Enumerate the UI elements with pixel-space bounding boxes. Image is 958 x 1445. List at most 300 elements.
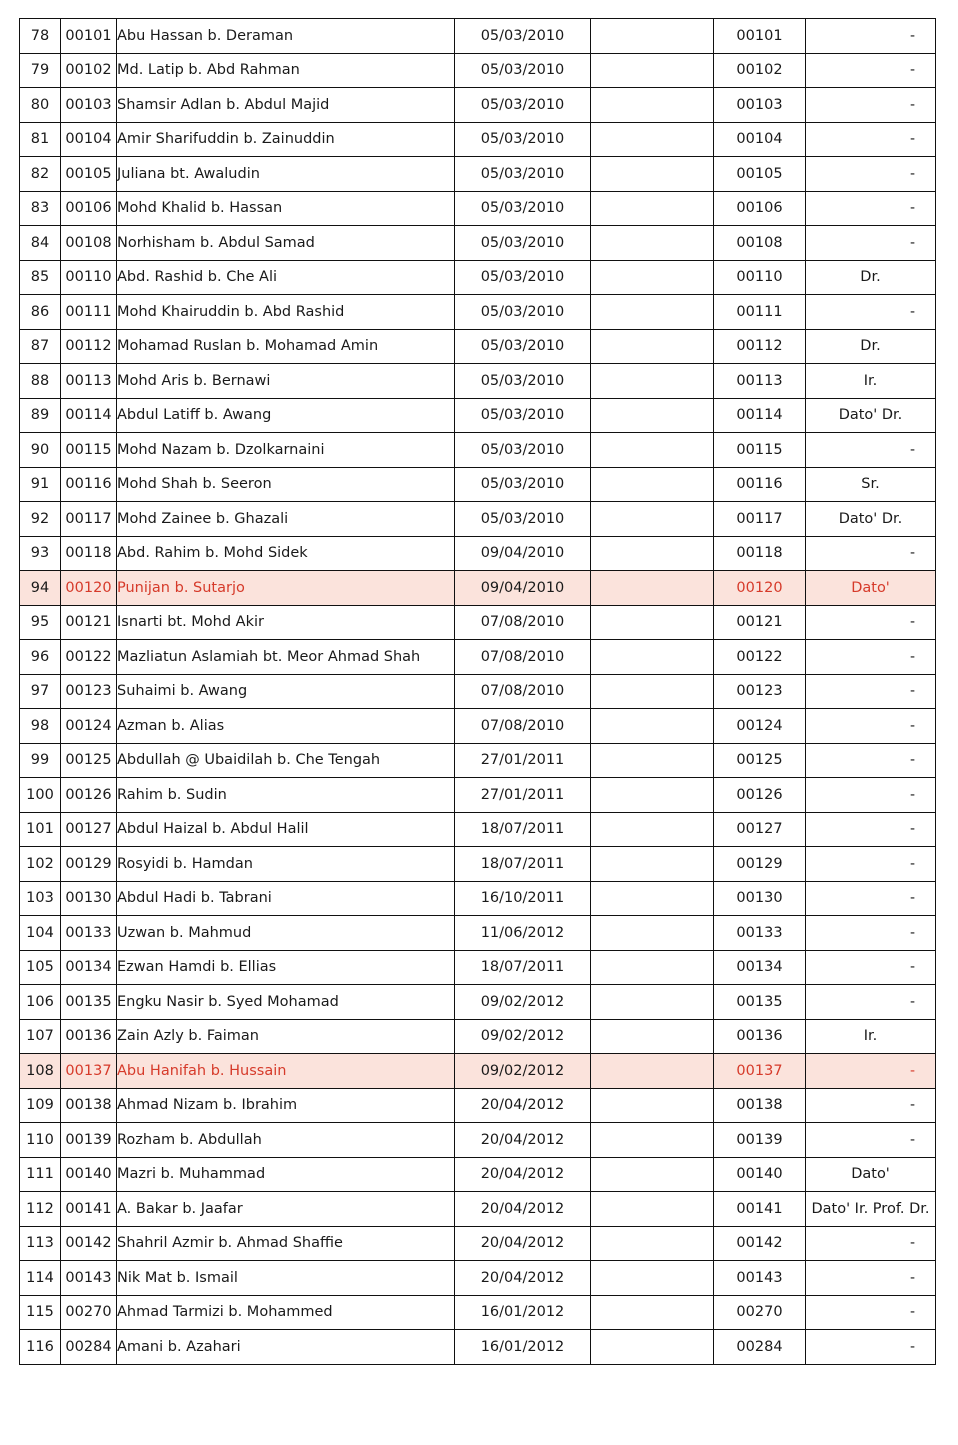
- registration-date: 07/08/2010: [455, 640, 591, 675]
- blank-cell: [591, 398, 714, 433]
- table-row: [20, 226, 936, 261]
- member-name: Mohd Khalid b. Hassan: [117, 191, 455, 226]
- row-number: 92: [20, 502, 61, 537]
- member-id-ref: 00125: [714, 743, 806, 778]
- member-title: Sr.: [806, 467, 936, 502]
- blank-cell: [591, 467, 714, 502]
- member-title: -: [806, 1088, 936, 1123]
- member-name: Engku Nasir b. Syed Mohamad: [117, 985, 455, 1020]
- member-id: 00116: [61, 467, 117, 502]
- registration-date: 11/06/2012: [455, 916, 591, 951]
- member-title: -: [806, 53, 936, 88]
- member-title: -: [806, 916, 936, 951]
- member-name: Shamsir Adlan b. Abdul Majid: [117, 88, 455, 123]
- member-id: 00111: [61, 295, 117, 330]
- member-title: -: [806, 1226, 936, 1261]
- row-number: 88: [20, 364, 61, 399]
- registration-date: 27/01/2011: [455, 778, 591, 813]
- table-row: [20, 1157, 936, 1192]
- member-id-ref: 00110: [714, 260, 806, 295]
- registration-date: 20/04/2012: [455, 1261, 591, 1296]
- blank-cell: [591, 502, 714, 537]
- member-name: Abdullah @ Ubaidilah b. Che Tengah: [117, 743, 455, 778]
- member-id-ref: 00105: [714, 157, 806, 192]
- row-number: 80: [20, 88, 61, 123]
- registration-date: 05/03/2010: [455, 53, 591, 88]
- registration-date: 05/03/2010: [455, 19, 591, 54]
- member-id: 00140: [61, 1157, 117, 1192]
- blank-cell: [591, 605, 714, 640]
- blank-cell: [591, 881, 714, 916]
- registration-date: 05/03/2010: [455, 502, 591, 537]
- row-number: 83: [20, 191, 61, 226]
- table-row: [20, 364, 936, 399]
- registration-date: 16/01/2012: [455, 1295, 591, 1330]
- member-id: 00133: [61, 916, 117, 951]
- member-id-ref: 00136: [714, 1019, 806, 1054]
- member-name: Amani b. Azahari: [117, 1330, 455, 1365]
- member-title: -: [806, 605, 936, 640]
- registration-date: 05/03/2010: [455, 467, 591, 502]
- member-id-ref: 00130: [714, 881, 806, 916]
- row-number: 103: [20, 881, 61, 916]
- blank-cell: [591, 1226, 714, 1261]
- registration-date: 20/04/2012: [455, 1088, 591, 1123]
- blank-cell: [591, 778, 714, 813]
- member-title: -: [806, 536, 936, 571]
- member-id: 00101: [61, 19, 117, 54]
- member-title: Dato': [806, 1157, 936, 1192]
- member-id: 00102: [61, 53, 117, 88]
- member-id-ref: 00143: [714, 1261, 806, 1296]
- blank-cell: [591, 364, 714, 399]
- member-name: Rozham b. Abdullah: [117, 1123, 455, 1158]
- member-id: 00135: [61, 985, 117, 1020]
- table-row: [20, 812, 936, 847]
- registration-date: 05/03/2010: [455, 157, 591, 192]
- member-id-ref: 00101: [714, 19, 806, 54]
- member-id-ref: 00114: [714, 398, 806, 433]
- registration-date: 16/01/2012: [455, 1330, 591, 1365]
- table-row: [20, 53, 936, 88]
- row-number: 110: [20, 1123, 61, 1158]
- member-id: 00118: [61, 536, 117, 571]
- member-name: Suhaimi b. Awang: [117, 674, 455, 709]
- registration-date: 05/03/2010: [455, 329, 591, 364]
- table-row: [20, 847, 936, 882]
- member-id: 00143: [61, 1261, 117, 1296]
- row-number: 102: [20, 847, 61, 882]
- registration-date: 09/02/2012: [455, 1019, 591, 1054]
- blank-cell: [591, 19, 714, 54]
- member-id: 00114: [61, 398, 117, 433]
- member-title: -: [806, 88, 936, 123]
- member-title: Dr.: [806, 260, 936, 295]
- blank-cell: [591, 571, 714, 606]
- registration-date: 09/04/2010: [455, 536, 591, 571]
- row-number: 95: [20, 605, 61, 640]
- registration-date: 09/02/2012: [455, 985, 591, 1020]
- registration-date: 20/04/2012: [455, 1123, 591, 1158]
- member-id: 00139: [61, 1123, 117, 1158]
- row-number: 104: [20, 916, 61, 951]
- table-row: [20, 1261, 936, 1296]
- member-name: Norhisham b. Abdul Samad: [117, 226, 455, 261]
- member-name: Amir Sharifuddin b. Zainuddin: [117, 122, 455, 157]
- member-title: -: [806, 640, 936, 675]
- blank-cell: [591, 847, 714, 882]
- blank-cell: [591, 88, 714, 123]
- member-id-ref: 00104: [714, 122, 806, 157]
- row-number: 106: [20, 985, 61, 1020]
- member-name: Abu Hassan b. Deraman: [117, 19, 455, 54]
- member-title: -: [806, 709, 936, 744]
- blank-cell: [591, 985, 714, 1020]
- member-id: 00126: [61, 778, 117, 813]
- row-number: 84: [20, 226, 61, 261]
- row-number: 100: [20, 778, 61, 813]
- registration-date: 07/08/2010: [455, 674, 591, 709]
- row-number: 87: [20, 329, 61, 364]
- member-name: Mohamad Ruslan b. Mohamad Amin: [117, 329, 455, 364]
- member-id-ref: 00140: [714, 1157, 806, 1192]
- row-number: 98: [20, 709, 61, 744]
- member-id-ref: 00133: [714, 916, 806, 951]
- member-id: 00142: [61, 1226, 117, 1261]
- members-table: [19, 18, 936, 1365]
- blank-cell: [591, 260, 714, 295]
- member-id: 00104: [61, 122, 117, 157]
- member-title: -: [806, 191, 936, 226]
- member-id: 00138: [61, 1088, 117, 1123]
- row-number: 108: [20, 1054, 61, 1089]
- blank-cell: [591, 53, 714, 88]
- registration-date: 16/10/2011: [455, 881, 591, 916]
- member-title: Dato': [806, 571, 936, 606]
- registration-date: 05/03/2010: [455, 122, 591, 157]
- row-number: 86: [20, 295, 61, 330]
- member-title: -: [806, 157, 936, 192]
- member-id-ref: 00120: [714, 571, 806, 606]
- member-title: Dato' Ir. Prof. Dr.: [806, 1192, 936, 1227]
- member-id-ref: 00117: [714, 502, 806, 537]
- table-row: [20, 1192, 936, 1227]
- table-row: [20, 433, 936, 468]
- blank-cell: [591, 743, 714, 778]
- member-id-ref: 00138: [714, 1088, 806, 1123]
- member-id: 00123: [61, 674, 117, 709]
- member-name: Isnarti bt. Mohd Akir: [117, 605, 455, 640]
- member-id-ref: 00123: [714, 674, 806, 709]
- member-id: 00103: [61, 88, 117, 123]
- member-title: -: [806, 1295, 936, 1330]
- member-id: 00115: [61, 433, 117, 468]
- member-name: Punijan b. Sutarjo: [117, 571, 455, 606]
- table-row: [20, 122, 936, 157]
- row-number: 109: [20, 1088, 61, 1123]
- row-number: 113: [20, 1226, 61, 1261]
- blank-cell: [591, 1054, 714, 1089]
- row-number: 81: [20, 122, 61, 157]
- member-id-ref: 00139: [714, 1123, 806, 1158]
- member-id-ref: 00108: [714, 226, 806, 261]
- blank-cell: [591, 1088, 714, 1123]
- registration-date: 05/03/2010: [455, 226, 591, 261]
- member-id-ref: 00111: [714, 295, 806, 330]
- blank-cell: [591, 1192, 714, 1227]
- registration-date: 20/04/2012: [455, 1226, 591, 1261]
- table-row: [20, 536, 936, 571]
- row-number: 99: [20, 743, 61, 778]
- registration-date: 27/01/2011: [455, 743, 591, 778]
- member-id-ref: 00113: [714, 364, 806, 399]
- member-name: Zain Azly b. Faiman: [117, 1019, 455, 1054]
- registration-date: 05/03/2010: [455, 88, 591, 123]
- member-id: 00141: [61, 1192, 117, 1227]
- member-title: -: [806, 743, 936, 778]
- member-name: Mohd Zainee b. Ghazali: [117, 502, 455, 537]
- registration-date: 07/08/2010: [455, 709, 591, 744]
- member-title: -: [806, 1261, 936, 1296]
- member-id: 00125: [61, 743, 117, 778]
- member-title: -: [806, 122, 936, 157]
- row-number: 82: [20, 157, 61, 192]
- member-name: Abd. Rahim b. Mohd Sidek: [117, 536, 455, 571]
- member-name: Rahim b. Sudin: [117, 778, 455, 813]
- row-number: 85: [20, 260, 61, 295]
- member-id-ref: 00270: [714, 1295, 806, 1330]
- member-name: Juliana bt. Awaludin: [117, 157, 455, 192]
- table-row: [20, 502, 936, 537]
- member-name: Md. Latip b. Abd Rahman: [117, 53, 455, 88]
- member-name: Mohd Nazam b. Dzolkarnaini: [117, 433, 455, 468]
- member-title: -: [806, 674, 936, 709]
- row-number: 94: [20, 571, 61, 606]
- member-id: 00136: [61, 1019, 117, 1054]
- member-id: 00113: [61, 364, 117, 399]
- member-name: Rosyidi b. Hamdan: [117, 847, 455, 882]
- registration-date: 09/04/2010: [455, 571, 591, 606]
- member-title: -: [806, 985, 936, 1020]
- member-title: -: [806, 778, 936, 813]
- member-title: -: [806, 847, 936, 882]
- member-id: 00129: [61, 847, 117, 882]
- registration-date: 05/03/2010: [455, 433, 591, 468]
- row-number: 78: [20, 19, 61, 54]
- table-body: [20, 19, 936, 1365]
- table-row: [20, 916, 936, 951]
- registration-date: 05/03/2010: [455, 260, 591, 295]
- table-row: [20, 398, 936, 433]
- blank-cell: [591, 1261, 714, 1296]
- registration-date: 20/04/2012: [455, 1157, 591, 1192]
- table-row: [20, 709, 936, 744]
- row-number: 93: [20, 536, 61, 571]
- table-row: [20, 743, 936, 778]
- member-id-ref: 00137: [714, 1054, 806, 1089]
- registration-date: 07/08/2010: [455, 605, 591, 640]
- table-row: [20, 1226, 936, 1261]
- table-row: [20, 295, 936, 330]
- row-number: 115: [20, 1295, 61, 1330]
- table-row: [20, 1054, 936, 1089]
- member-id-ref: 00102: [714, 53, 806, 88]
- row-number: 101: [20, 812, 61, 847]
- blank-cell: [591, 1019, 714, 1054]
- row-number: 91: [20, 467, 61, 502]
- member-title: -: [806, 1123, 936, 1158]
- member-name: Mazri b. Muhammad: [117, 1157, 455, 1192]
- row-number: 89: [20, 398, 61, 433]
- blank-cell: [591, 1330, 714, 1365]
- registration-date: 05/03/2010: [455, 295, 591, 330]
- table-row: [20, 1123, 936, 1158]
- member-id-ref: 00103: [714, 88, 806, 123]
- member-name: Abdul Latiff b. Awang: [117, 398, 455, 433]
- row-number: 112: [20, 1192, 61, 1227]
- member-name: Mazliatun Aslamiah bt. Meor Ahmad Shah: [117, 640, 455, 675]
- member-name: Mohd Shah b. Seeron: [117, 467, 455, 502]
- member-name: Abdul Hadi b. Tabrani: [117, 881, 455, 916]
- row-number: 79: [20, 53, 61, 88]
- member-name: Mohd Aris b. Bernawi: [117, 364, 455, 399]
- member-id-ref: 00121: [714, 605, 806, 640]
- table-row: [20, 1088, 936, 1123]
- member-id: 00134: [61, 950, 117, 985]
- member-title: -: [806, 1054, 936, 1089]
- blank-cell: [591, 709, 714, 744]
- table-row: [20, 467, 936, 502]
- member-title: -: [806, 1330, 936, 1365]
- member-id-ref: 00127: [714, 812, 806, 847]
- table-row: [20, 778, 936, 813]
- blank-cell: [591, 640, 714, 675]
- member-name: Ezwan Hamdi b. Ellias: [117, 950, 455, 985]
- blank-cell: [591, 950, 714, 985]
- member-name: Azman b. Alias: [117, 709, 455, 744]
- member-title: -: [806, 881, 936, 916]
- member-title: -: [806, 19, 936, 54]
- member-name: Nik Mat b. Ismail: [117, 1261, 455, 1296]
- member-id: 00121: [61, 605, 117, 640]
- member-id-ref: 00141: [714, 1192, 806, 1227]
- member-id: 00284: [61, 1330, 117, 1365]
- table-row: [20, 88, 936, 123]
- member-id: 00105: [61, 157, 117, 192]
- blank-cell: [591, 536, 714, 571]
- table-row: [20, 950, 936, 985]
- table-row: [20, 881, 936, 916]
- member-id: 00110: [61, 260, 117, 295]
- blank-cell: [591, 295, 714, 330]
- row-number: 116: [20, 1330, 61, 1365]
- registration-date: 05/03/2010: [455, 191, 591, 226]
- table-row: [20, 1330, 936, 1365]
- blank-cell: [591, 916, 714, 951]
- row-number: 105: [20, 950, 61, 985]
- row-number: 97: [20, 674, 61, 709]
- member-id-ref: 00106: [714, 191, 806, 226]
- member-id-ref: 00118: [714, 536, 806, 571]
- member-id-ref: 00284: [714, 1330, 806, 1365]
- registration-date: 18/07/2011: [455, 950, 591, 985]
- member-id: 00137: [61, 1054, 117, 1089]
- member-name: Abd. Rashid b. Che Ali: [117, 260, 455, 295]
- table-row: [20, 674, 936, 709]
- registration-date: 09/02/2012: [455, 1054, 591, 1089]
- table-row: [20, 260, 936, 295]
- blank-cell: [591, 1123, 714, 1158]
- blank-cell: [591, 1157, 714, 1192]
- member-id-ref: 00126: [714, 778, 806, 813]
- member-id-ref: 00112: [714, 329, 806, 364]
- member-id: 00270: [61, 1295, 117, 1330]
- member-id: 00108: [61, 226, 117, 261]
- registration-date: 18/07/2011: [455, 847, 591, 882]
- member-title: Ir.: [806, 1019, 936, 1054]
- member-id: 00120: [61, 571, 117, 606]
- member-name: Ahmad Tarmizi b. Mohammed: [117, 1295, 455, 1330]
- member-title: Dr.: [806, 329, 936, 364]
- registration-date: 05/03/2010: [455, 364, 591, 399]
- member-id-ref: 00115: [714, 433, 806, 468]
- member-title: -: [806, 295, 936, 330]
- member-name: Abdul Haizal b. Abdul Halil: [117, 812, 455, 847]
- table-row: [20, 605, 936, 640]
- blank-cell: [591, 674, 714, 709]
- row-number: 114: [20, 1261, 61, 1296]
- member-name: Mohd Khairuddin b. Abd Rashid: [117, 295, 455, 330]
- blank-cell: [591, 812, 714, 847]
- member-id: 00127: [61, 812, 117, 847]
- member-id-ref: 00124: [714, 709, 806, 744]
- table-row: [20, 19, 936, 54]
- table-row: [20, 329, 936, 364]
- member-id-ref: 00135: [714, 985, 806, 1020]
- member-id-ref: 00129: [714, 847, 806, 882]
- member-id: 00122: [61, 640, 117, 675]
- blank-cell: [591, 1295, 714, 1330]
- member-name: Shahril Azmir b. Ahmad Shaffie: [117, 1226, 455, 1261]
- member-title: Ir.: [806, 364, 936, 399]
- member-title: Dato' Dr.: [806, 398, 936, 433]
- member-title: -: [806, 433, 936, 468]
- member-id: 00124: [61, 709, 117, 744]
- table-row: [20, 571, 936, 606]
- member-title: -: [806, 950, 936, 985]
- row-number: 90: [20, 433, 61, 468]
- member-name: Ahmad Nizam b. Ibrahim: [117, 1088, 455, 1123]
- table-row: [20, 985, 936, 1020]
- registration-date: 18/07/2011: [455, 812, 591, 847]
- member-id: 00117: [61, 502, 117, 537]
- member-id: 00106: [61, 191, 117, 226]
- member-id-ref: 00116: [714, 467, 806, 502]
- blank-cell: [591, 433, 714, 468]
- table-row: [20, 191, 936, 226]
- registration-date: 05/03/2010: [455, 398, 591, 433]
- row-number: 111: [20, 1157, 61, 1192]
- member-title: Dato' Dr.: [806, 502, 936, 537]
- blank-cell: [591, 157, 714, 192]
- member-title: -: [806, 226, 936, 261]
- blank-cell: [591, 226, 714, 261]
- member-name: Abu Hanifah b. Hussain: [117, 1054, 455, 1089]
- table-row: [20, 640, 936, 675]
- member-title: -: [806, 812, 936, 847]
- blank-cell: [591, 122, 714, 157]
- member-id: 00130: [61, 881, 117, 916]
